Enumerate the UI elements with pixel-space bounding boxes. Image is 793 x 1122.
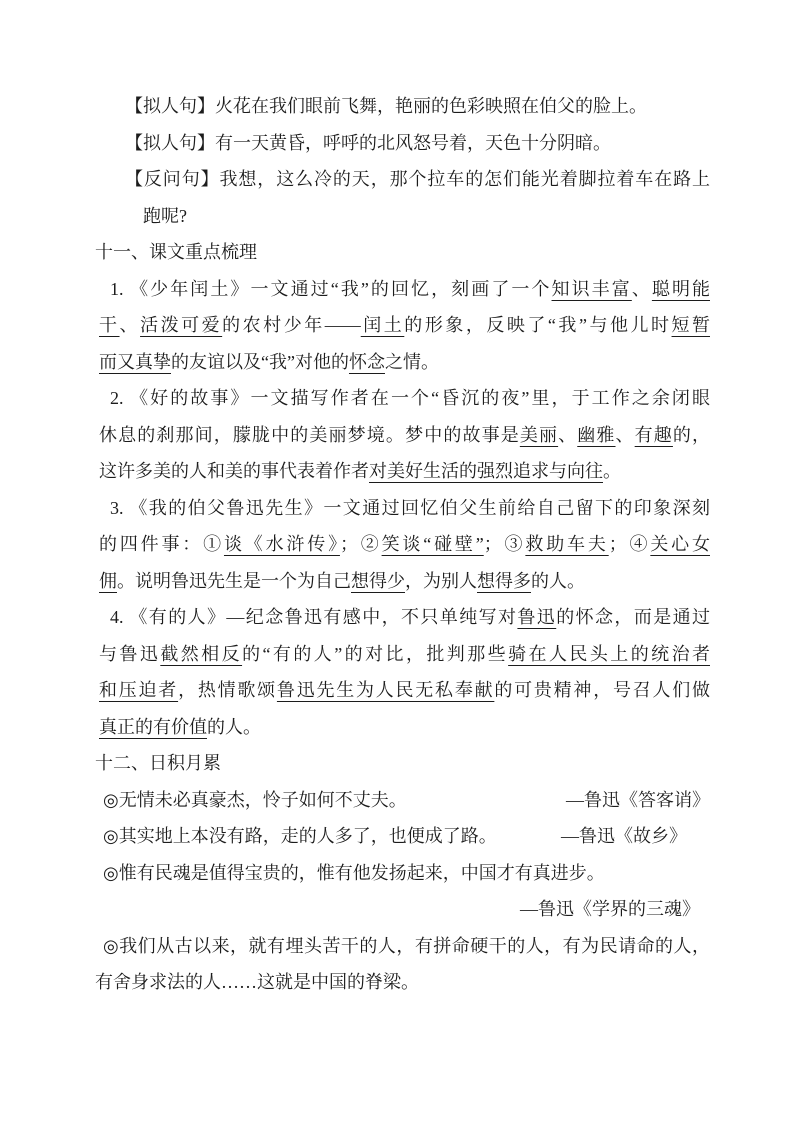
lesson-summary-2-line-2 [99, 417, 710, 454]
underlined-text: 想得少 [351, 570, 405, 591]
text-segment: 之情。 [384, 351, 439, 372]
text-segment: 、 [119, 315, 141, 335]
text-segment: 、 [631, 278, 652, 299]
underlined-text: 闰土 [360, 315, 405, 335]
text-segment: 的人。 [207, 716, 261, 737]
sentence-example-rhetorical-question-cont [143, 198, 710, 235]
text-segment: 、 [558, 424, 578, 445]
text-segment: 【拟人句】有一天黄昏，呼呼的北风怒号着，天色十分阴暗。 [125, 132, 611, 153]
document-content [95, 88, 710, 1001]
underlined-text: 真正的有价值 [99, 716, 207, 737]
lesson-summary-1-line-3 [99, 344, 710, 381]
text-segment: 1. 《少年闰土》一文通过“我”的回忆，刻画了一个 [110, 278, 552, 299]
text-segment: ；② [339, 534, 382, 554]
quote-text [103, 782, 407, 819]
underlined-text: 聪明能 [651, 278, 710, 299]
text-segment: 2. 《好的故事》一文描写作者在一个“昏沉的夜”里，于工作之余闭眼 [110, 388, 710, 408]
sentence-example-personification-1 [125, 88, 710, 125]
underlined-text: 鲁迅先生为人民无私奉献 [276, 680, 495, 700]
lesson-summary-3-line-1 [110, 490, 710, 527]
quote-line-2 [103, 818, 710, 855]
text-segment: 4. 《有的人》—纪念鲁迅有感中，不只单纯写对 [110, 607, 518, 627]
text-segment: 的友谊以及“我”对他的 [171, 351, 349, 372]
text-segment: 的可贵精神，号召人们做 [494, 680, 710, 700]
section-heading-12 [95, 745, 710, 782]
quote-line-4-cont [95, 964, 710, 1001]
lesson-summary-3-line-2 [99, 526, 710, 563]
text-segment: 这许多美的人和美的事代表着作者 [99, 461, 369, 481]
sentence-example-rhetorical-question [125, 161, 710, 198]
attribution-text: —鲁迅《答客诮》 [566, 789, 710, 810]
underlined-text: 佣 [99, 570, 117, 591]
underlined-text: 短暂 [671, 315, 710, 335]
quote-line-3-attribution [95, 891, 710, 928]
text-segment: ◎我们从古以来，就有埋头苦干的人，有拼命硬干的人，有为民请命的人， [103, 935, 710, 956]
underlined-text: 干 [99, 315, 120, 335]
quote-line-3 [103, 855, 710, 892]
text-segment: 的形象，反映了“我”与他儿时 [404, 315, 672, 335]
lesson-summary-2-line-1 [110, 380, 710, 417]
underlined-text: 笑谈“碰壁” [381, 534, 484, 554]
underlined-text: 骑在人民头上的统治者 [508, 643, 710, 664]
underlined-text: 关心女 [650, 534, 710, 554]
sentence-example-personification-2 [125, 125, 710, 162]
lesson-summary-4-line-1 [110, 599, 710, 636]
quote-line-4 [103, 928, 710, 965]
underlined-text: 知识丰富 [551, 278, 632, 299]
lesson-summary-3-line-3 [99, 563, 710, 600]
text-segment: ◎惟有民魂是值得宝贵的，惟有他发扬起来，中国才有真进步。 [103, 862, 605, 883]
text-segment: ；③ [483, 534, 526, 554]
underlined-text: 怀念 [348, 351, 385, 372]
text-segment: 有舍身求法的人……这就是中国的脊梁。 [95, 972, 419, 992]
lesson-summary-2-line-3 [99, 453, 710, 490]
text-segment: ，为别人 [405, 570, 477, 591]
attribution-text: —鲁迅《故乡》 [561, 826, 687, 846]
underlined-text: 对美好生活的强烈追求与向往 [369, 461, 603, 481]
text-segment: 的， [672, 424, 710, 445]
underlined-text: 活泼可爱 [140, 315, 223, 335]
underlined-text: 截然相反 [160, 643, 243, 664]
text-segment: 【反问句】我想，这么冷的天，那个拉车的怎们能光着脚拉着车在路上 [125, 169, 710, 189]
text-segment: 的人。 [531, 570, 585, 591]
text-segment: 、 [615, 424, 635, 445]
text-segment: 与鲁迅 [99, 643, 161, 664]
text-segment: ，热情歌颂 [178, 680, 277, 700]
quote-text [103, 818, 497, 855]
underlined-text: 而又真挚 [99, 351, 171, 372]
underlined-text: 救助车夫 [525, 534, 609, 554]
lesson-summary-4-line-3 [99, 672, 710, 709]
text-segment: 。 [603, 461, 621, 481]
underlined-text: 想得多 [477, 570, 531, 591]
text-segment: ◎无情未必真豪杰，怜子如何不丈夫。 [103, 789, 407, 810]
lesson-summary-4-line-4 [99, 709, 710, 746]
quote-line-1 [103, 782, 710, 819]
text-segment: 的四件事：① [99, 534, 224, 554]
text-segment: ◎其实地上本没有路，走的人多了，也便成了路。 [103, 826, 497, 846]
underlined-text: 美丽 [519, 424, 559, 445]
text-segment: 【拟人句】火花在我们眼前飞舞，艳丽的色彩映照在伯父的脸上。 [125, 96, 647, 116]
underlined-text: 鲁迅 [517, 607, 557, 627]
text-segment: —鲁迅《学界的三魂》 [520, 899, 700, 919]
text-segment: 的“有的人”的对比，批判那些 [242, 643, 509, 664]
lesson-summary-1-line-2 [99, 307, 710, 344]
text-segment: 的怀念，而是通过 [556, 607, 710, 627]
lesson-summary-4-line-2 [99, 636, 710, 673]
text-segment: 的农村少年—— [222, 315, 361, 335]
text-segment: 十一、课文重点梳理 [95, 242, 257, 262]
text-segment: ；④ [608, 534, 651, 554]
underlined-text: 谈《水浒传》 [223, 534, 340, 554]
underlined-text: 有趣 [634, 424, 673, 445]
underlined-text: 幽雅 [577, 424, 616, 445]
section-heading-11 [95, 234, 710, 271]
text-segment: 十二、日积月累 [95, 753, 221, 773]
text-segment: 3. 《我的伯父鲁迅先生》一文通过回忆伯父生前给自己留下的印象深刻 [110, 497, 710, 518]
underlined-text: 和压迫者 [99, 680, 179, 700]
text-segment: 。说明鲁迅先生是一个为自己 [117, 570, 351, 591]
text-segment: 跑呢? [143, 205, 187, 226]
text-segment: 休息的刹那间，朦胧中的美丽梦境。梦中的故事是 [99, 424, 520, 445]
lesson-summary-1-line-1 [110, 271, 710, 308]
